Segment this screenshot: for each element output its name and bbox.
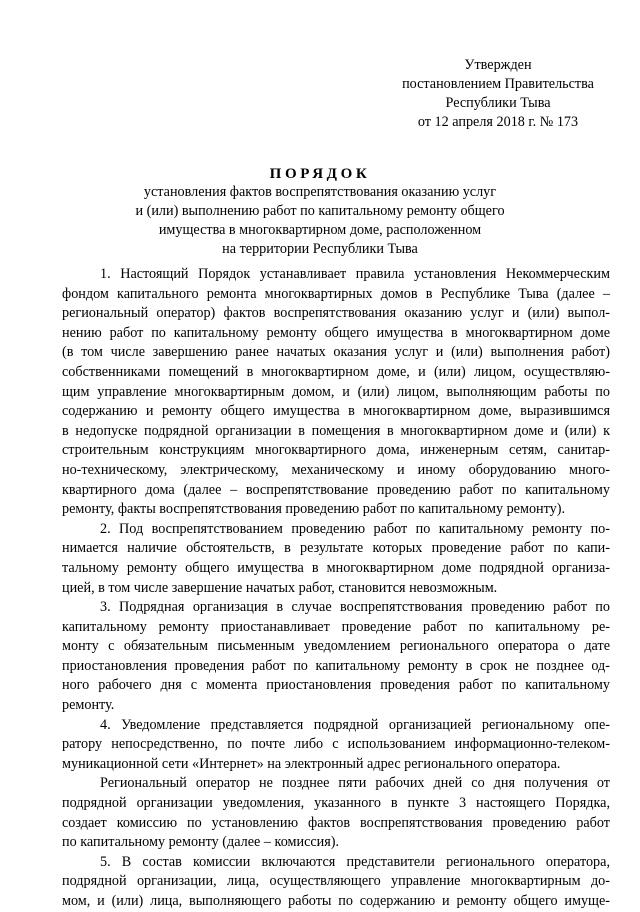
paragraph-line: ремонту, факты воспрепятствования проведению работ по капитальному ремонту). xyxy=(62,501,566,518)
paragraph-line: фондом капитального ремонта многоквартирных домов в Республике Тыва (далее – xyxy=(62,285,610,302)
paragraph-line: региональный оператор) фактов воспрепятствования оказанию услуг и (или) выпол- xyxy=(62,305,610,322)
approval-line: постановлением Правительства xyxy=(402,76,594,92)
document-subtitle xyxy=(0,183,640,259)
paragraph-line: 3. Подрядная организация в случае воспрепятствования проведению работ по xyxy=(100,599,610,616)
paragraph-line: нению работ по капитальному ремонту общего имущества в многоквартирном доме xyxy=(62,324,610,341)
paragraph-line: по капитальному ремонту (далее – комиссия). xyxy=(62,834,340,851)
document-body xyxy=(62,265,610,912)
paragraph xyxy=(62,716,610,775)
paragraph-line: ного рабочего дня с момента приостановления проведения работ по капитальному xyxy=(62,677,610,694)
subtitle-line: на территории Республики Тыва xyxy=(222,241,418,257)
paragraph-line: щим управление многоквартирным домом, и (или) лицом, выполняющим работы по xyxy=(62,383,610,400)
paragraph xyxy=(62,853,610,912)
paragraph xyxy=(62,520,610,598)
paragraph-line: мом, и (или) лица, выполняющего работы по содержанию и ремонту общего имуще- xyxy=(62,893,610,909)
paragraph-line: собственниками помещений в многоквартирном доме, и (или) лицом, осуществляю- xyxy=(62,363,610,380)
paragraph-line: тальному ремонту общего имущества в многоквартирном доме подрядной организа- xyxy=(62,559,610,576)
paragraph-line: 4. Уведомление представляется подрядной организацией региональному опе- xyxy=(100,716,610,733)
paragraph xyxy=(62,265,610,520)
approval-line: от 12 апреля 2018 г. № 173 xyxy=(417,114,579,130)
paragraph-line: но-техническому, электрическому, механическому и иному оборудованию много- xyxy=(62,461,610,478)
paragraph-line: подрядной организации уведомления, указанного в пункте 3 настоящего Порядка, xyxy=(62,795,610,812)
paragraph-line: ремонту. xyxy=(62,697,115,714)
paragraph-line: нимается наличие обстоятельств, в результате которых проведение работ по капи- xyxy=(62,540,610,557)
paragraph-line: 5. В состав комиссии включаются представители регионального оператора, xyxy=(100,853,610,870)
paragraph-line: ратору непосредственно, по почте либо с использованием информационно-телеком- xyxy=(62,736,610,753)
paragraph-line: цией, в том числе завершение начатых работ, становится невозможным. xyxy=(62,579,498,596)
paragraph-line: (в том числе завершению ранее начатых оказания услуг и (или) выполнения работ) xyxy=(62,344,610,361)
paragraph-line: содержанию и ремонту общего имущества в многоквартирном доме, выразившимся xyxy=(62,403,610,420)
paragraph-line: строительным конструкциям многоквартирного дома, инженерным сетям, санитар- xyxy=(62,442,610,459)
paragraph-line: подрядной организации, лица, осуществляющего управление многоквартирным до- xyxy=(62,873,610,890)
paragraph-line: Региональный оператор не позднее пяти рабочих дней со дня получения от xyxy=(100,775,610,792)
paragraph-line: капитальному ремонту приостанавливает проведение работ по капитальному ре- xyxy=(62,618,610,635)
subtitle-line: и (или) выполнению работ по капитальному ремонту общего xyxy=(135,203,505,219)
paragraph-line: в недопуске подрядной организации в помещения в многоквартирном доме и (или) к xyxy=(62,422,610,439)
paragraph xyxy=(62,774,610,852)
paragraph-line: квартирного дома (далее – воспрепятствование проведению работ по капитальному xyxy=(62,481,610,498)
subtitle-line: имущества в многоквартирном доме, расположенном xyxy=(158,222,482,238)
paragraph-line: 1. Настоящий Порядок устанавливает правила установления Некоммерческим xyxy=(100,266,610,282)
approval-line: Республики Тыва xyxy=(445,95,551,111)
approval-line: Утвержден xyxy=(464,57,532,73)
paragraph xyxy=(62,598,610,716)
paragraph-line: муникационной сети «Интернет» на электронный адрес регионального оператора. xyxy=(62,755,561,772)
paragraph-line: 2. Под воспрепятствованием проведению работ по капитальному ремонту по- xyxy=(100,520,610,537)
subtitle-line: установления фактов воспрепятствования оказанию услуг xyxy=(143,184,497,200)
paragraph-line: приостановления проведения работ по капитальному ремонту в срок не позднее од- xyxy=(62,657,610,674)
document-title: ПОРЯДОК xyxy=(269,166,371,182)
paragraph-line: создает комиссию по установлению фактов воспрепятствования проведению работ xyxy=(62,814,610,831)
paragraph-line: монту с обязательным письменным уведомлением регионального оператора о дате xyxy=(62,638,610,655)
approval-stamp xyxy=(378,56,618,132)
